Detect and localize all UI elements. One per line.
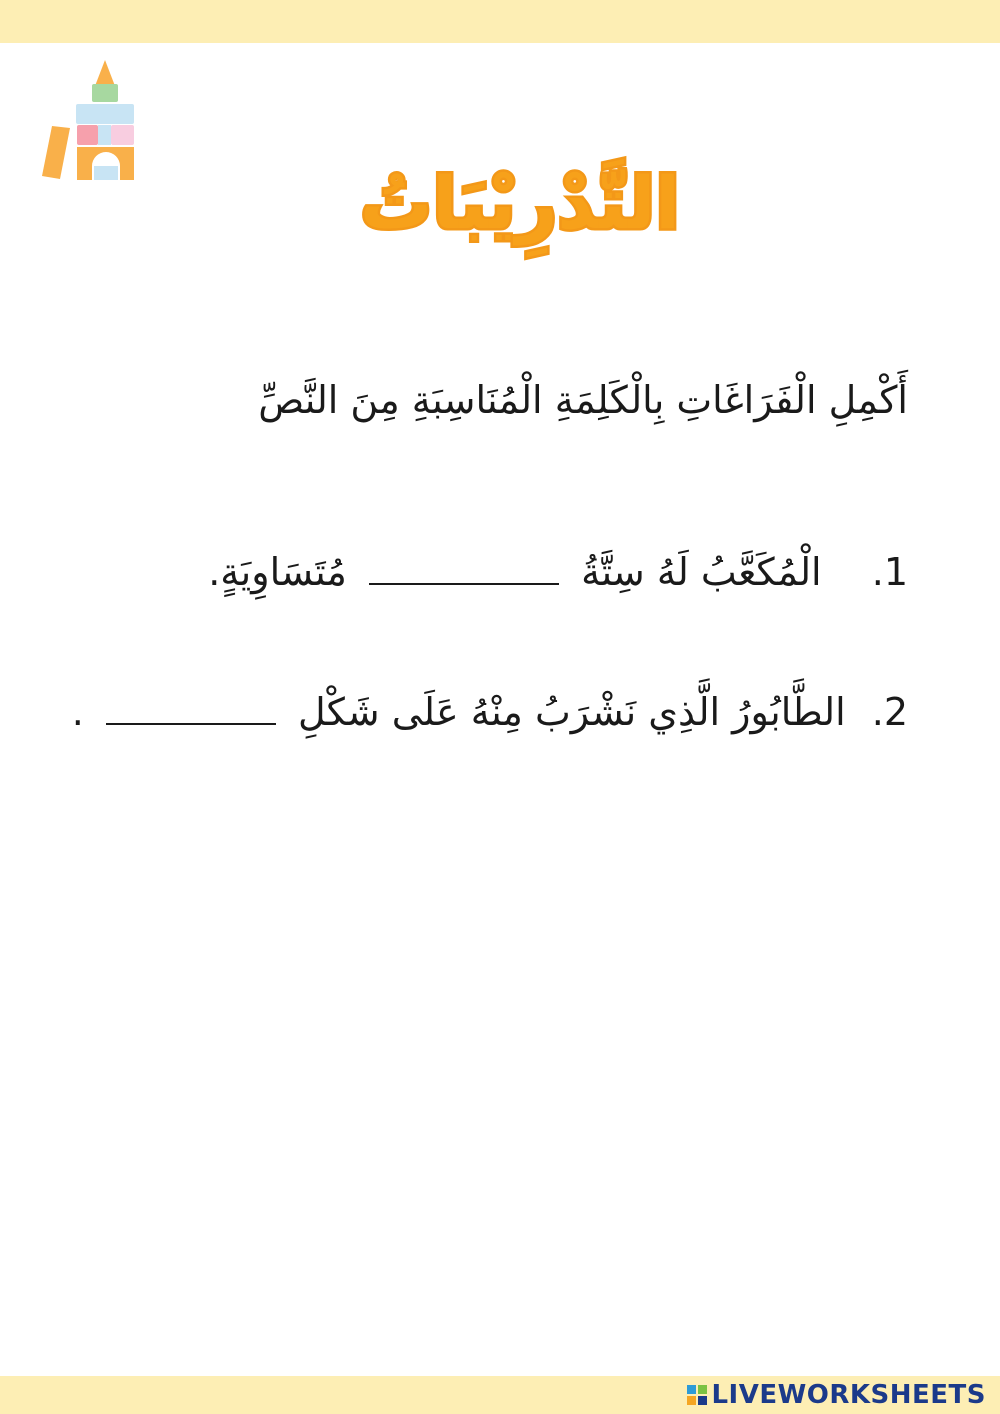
question-1-text-after: مُتَسَاوِيَةٍ. xyxy=(208,550,347,594)
liveworksheets-logo-icon xyxy=(687,1385,707,1405)
question-2-text-after: . xyxy=(71,690,84,734)
question-2-number: 2. xyxy=(871,690,908,734)
liveworksheets-logo[interactable] xyxy=(687,1377,986,1413)
question-1-blank[interactable] xyxy=(369,547,559,585)
logo-text: LIVEWORKSHEETS xyxy=(711,1380,986,1410)
toy-blocks-icon xyxy=(40,58,140,183)
question-1-text-before: الْمُكَعَّبُ لَهُ سِتَّةُ xyxy=(581,550,822,594)
question-2 xyxy=(28,672,908,752)
question-1 xyxy=(28,532,908,612)
top-band xyxy=(0,0,1000,43)
question-2-blank[interactable] xyxy=(106,687,276,725)
instruction-text: أَكْمِلِ الْفَرَاغَاتِ بِالْكَلِمَةِ الْمُنَاسِبَةِ مِنَ النَّصِّ xyxy=(258,378,908,422)
question-1-number: 1. xyxy=(871,550,908,594)
question-2-text-before: الطَّابُورُ الَّذِي نَشْرَبُ مِنْهُ عَلَى شَكْلِ xyxy=(298,690,846,734)
page-title: التَّدْرِيْبَاتُ xyxy=(360,161,680,245)
